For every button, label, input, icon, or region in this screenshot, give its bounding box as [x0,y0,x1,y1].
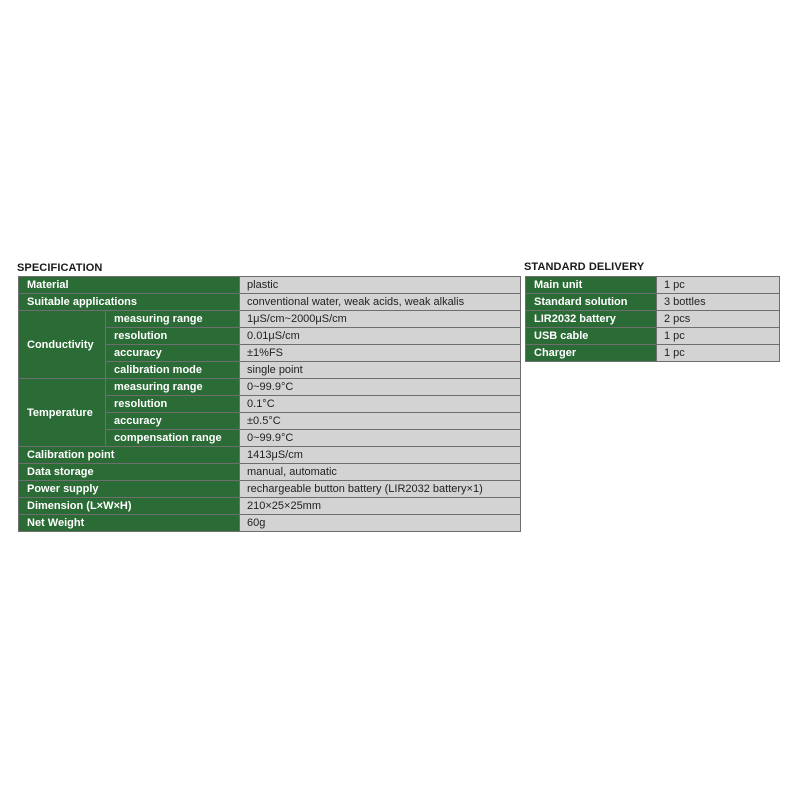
delivery-item-label: Charger [526,345,657,362]
conductivity-accuracy-label: accuracy [106,345,240,362]
delivery-item-qty: 2 pcs [657,311,780,328]
table-row [526,345,780,362]
data-storage-label: Data storage [19,464,240,481]
delivery-item-label: Main unit [526,277,657,294]
delivery-item-qty: 1 pc [657,345,780,362]
delivery-table [525,276,780,362]
net-weight-value: 60g [240,515,521,532]
table-row [19,515,521,532]
applications-value: conventional water, weak acids, weak alkalis [240,294,521,311]
material-label: Material [19,277,240,294]
table-row [19,447,521,464]
dimension-value: 210×25×25mm [240,498,521,515]
specification-table [18,276,521,532]
delivery-item-qty: 1 pc [657,328,780,345]
power-supply-value: rechargeable button battery (LIR2032 battery×1) [240,481,521,498]
table-row [526,294,780,311]
dimension-label: Dimension (L×W×H) [19,498,240,515]
temperature-label: Temperature [19,379,106,447]
conductivity-range-value: 1μS/cm~2000μS/cm [240,311,521,328]
delivery-item-label: USB cable [526,328,657,345]
conductivity-resolution-label: resolution [106,328,240,345]
conductivity-range-label: measuring range [106,311,240,328]
calibration-mode-label: calibration mode [106,362,240,379]
temperature-accuracy-value: ±0.5°C [240,413,521,430]
temperature-resolution-value: 0.1°C [240,396,521,413]
data-storage-value: manual, automatic [240,464,521,481]
table-row [526,328,780,345]
temperature-range-label: measuring range [106,379,240,396]
delivery-title: STANDARD DELIVERY [524,261,645,273]
table-row [19,498,521,515]
table-row [19,277,521,294]
compensation-range-label: compensation range [106,430,240,447]
power-supply-label: Power supply [19,481,240,498]
delivery-item-qty: 3 bottles [657,294,780,311]
table-row [526,277,780,294]
calibration-point-label: Calibration point [19,447,240,464]
specification-title: SPECIFICATION [17,262,103,274]
delivery-item-label: LIR2032 battery [526,311,657,328]
table-row [19,481,521,498]
applications-label: Suitable applications [19,294,240,311]
table-row [19,464,521,481]
conductivity-accuracy-value: ±1%FS [240,345,521,362]
material-value: plastic [240,277,521,294]
temperature-resolution-label: resolution [106,396,240,413]
table-row [526,311,780,328]
calibration-point-value: 1413μS/cm [240,447,521,464]
conductivity-resolution-value: 0.01μS/cm [240,328,521,345]
table-row [19,294,521,311]
table-row [19,311,521,328]
conductivity-label: Conductivity [19,311,106,379]
compensation-range-value: 0~99.9°C [240,430,521,447]
table-row [19,379,521,396]
delivery-item-label: Standard solution [526,294,657,311]
calibration-mode-value: single point [240,362,521,379]
temperature-range-value: 0~99.9°C [240,379,521,396]
net-weight-label: Net Weight [19,515,240,532]
delivery-item-qty: 1 pc [657,277,780,294]
temperature-accuracy-label: accuracy [106,413,240,430]
